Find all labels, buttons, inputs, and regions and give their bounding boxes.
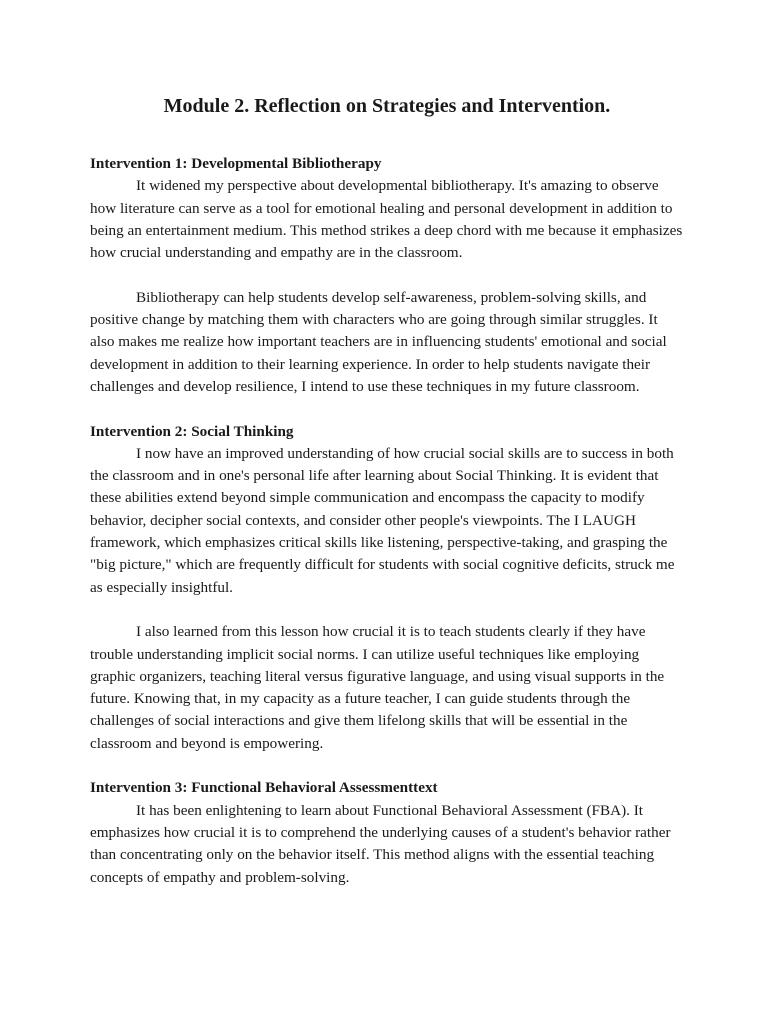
section-heading: Intervention 3: Functional Behavioral Assessmenttext — [90, 779, 438, 797]
section-heading: Intervention 1: Developmental Bibliotherapy — [90, 155, 382, 172]
paragraph-spacer — [90, 599, 684, 621]
section-intervention-1 — [90, 153, 684, 398]
document-page — [90, 93, 684, 889]
paragraph-spacer — [90, 264, 684, 286]
section-spacer — [90, 755, 684, 777]
section-spacer — [90, 398, 684, 420]
paragraph: I now have an improved understanding of how crucial social skills are to success in both the classroom and in one's personal life after learning about Social Thinking. It is evident that these abilities extend beyond simple communication and encompass the capacity to modify behavior, decipher social contexts, and consider other people's viewpoints. The I LAUGH framework, which emphasizes critical skills like listening, perspective-taking, and grasping the "big picture," which are frequently difficult for students with social cognitive deficits, struck me as especially insightful. — [90, 444, 675, 596]
section-heading: Intervention 2: Social Thinking — [90, 422, 294, 440]
page-title: Module 2. Reflection on Strategies and Intervention. — [163, 95, 611, 117]
paragraph: I also learned from this lesson how crucial it is to teach students clearly if they have trouble understanding implicit social norms. I can utilize useful techniques like employing graphic organizers, teaching literal versus figurative language, and using visual supports in the future. Knowing that, in my capacity as a future teacher, I can guide students through the challenges of social interactions and give them lifelong skills that will be essential in the classroom and beyond is empowering. — [90, 623, 665, 752]
section-intervention-3 — [90, 777, 684, 888]
paragraph: It widened my perspective about developmental bibliotherapy. It's amazing to observe how literature can serve as a tool for emotional healing and personal development in addition to being an entertainment medium. This method strikes a deep chord with me because it emphasizes how crucial understanding and empathy are in the classroom. — [90, 177, 683, 262]
paragraph: It has been enlightening to learn about Functional Behavioral Assessment (FBA). It emphasizes how crucial it is to comprehend the underlying causes of a student's behavior rather than concentrating only on the behavior itself. This method aligns with the essential teaching concepts of empathy and problem-solving. — [90, 801, 671, 886]
section-intervention-2 — [90, 421, 684, 755]
paragraph: Bibliotherapy can help students develop self-awareness, problem-solving skills, and positive change by matching them with characters who are going through similar struggles. It also makes me realize how important teachers are in influencing students' emotional and social development in addition to their learning experience. In order to help students navigate their challenges and develop resilience, I intend to use these techniques in my future classroom. — [90, 288, 667, 395]
